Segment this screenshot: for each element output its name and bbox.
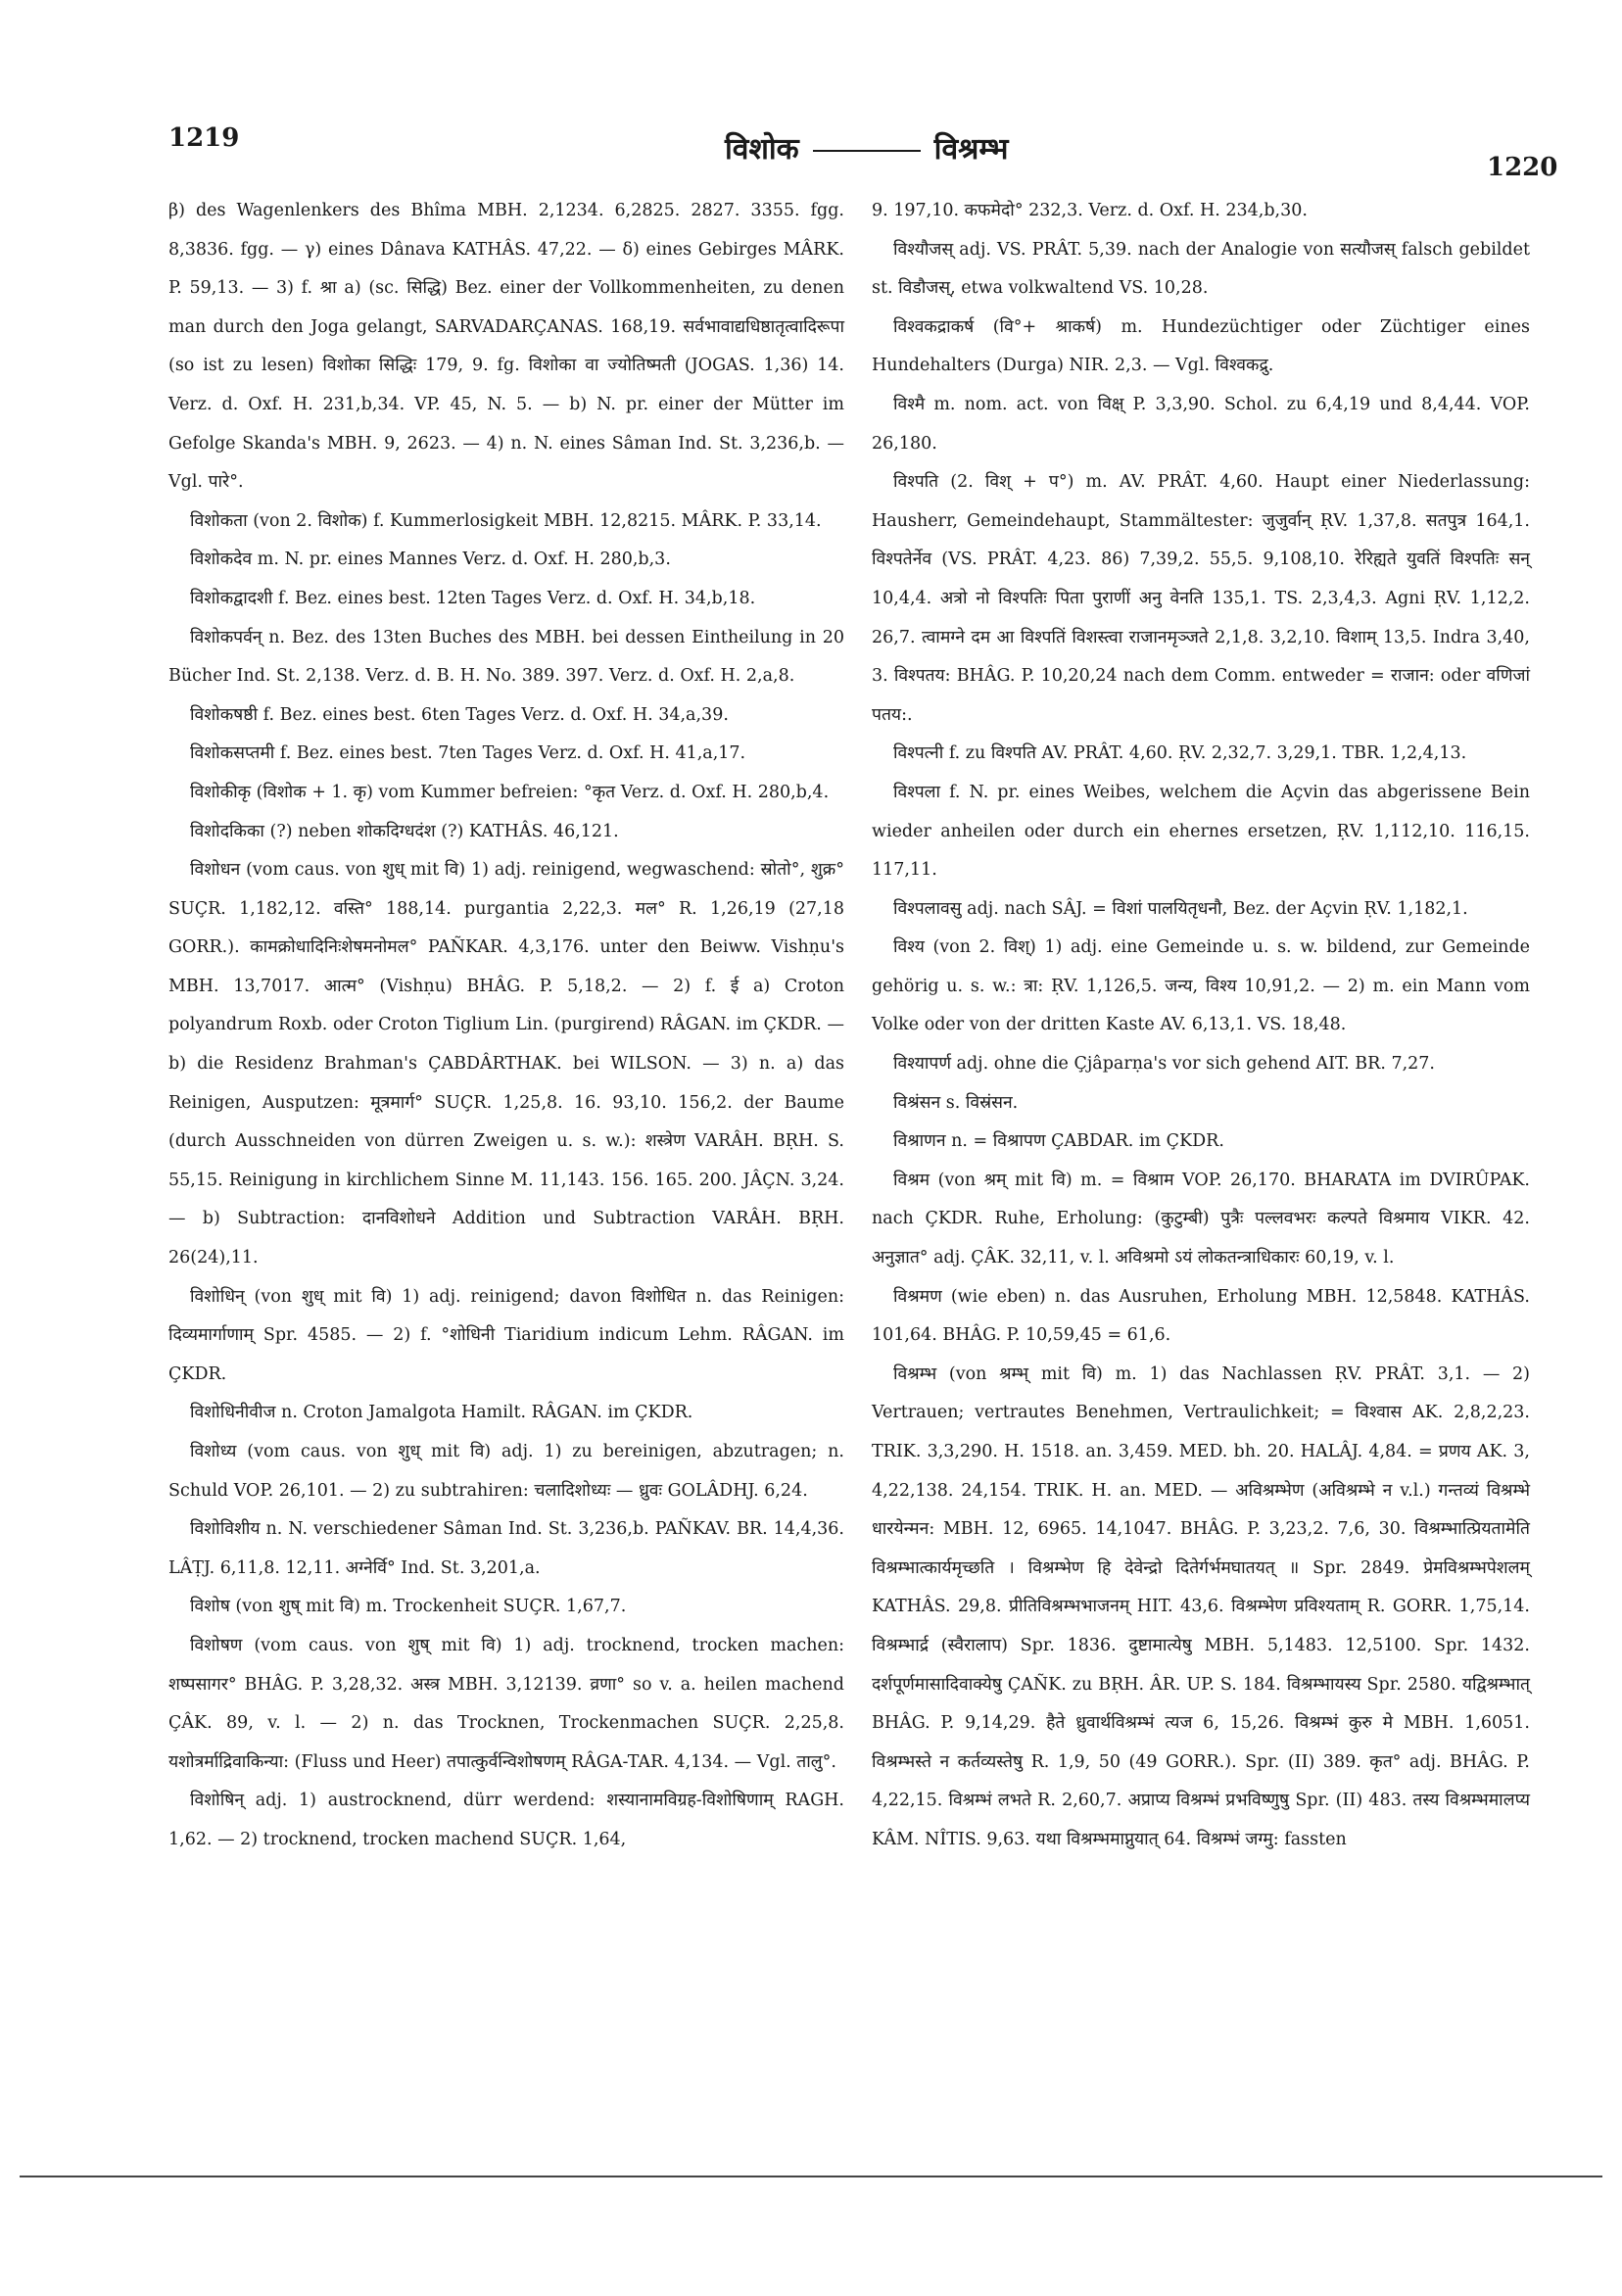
dictionary-entry: विश्पलावसु adj. nach SÂJ. = विशां पालयितृधनौ, Bez. der Açvin ṚV. 1,182,1. <box>893 898 1468 919</box>
dictionary-entry: विश्पला f. N. pr. eines Weibes, welchem die Açvin das abgerissene Bein wieder anheilen oder durch ein ehernes ersetzen, ṚV. 1,112,10. 116,15. 117,11. <box>872 782 1530 881</box>
dictionary-entry: विशोदकिका (?) neben शोकदिग्धदंश (?) KATHÂS. 46,121. <box>190 821 619 841</box>
dictionary-entry: विशोविशीय n. N. verschiedener Sâman Ind. St. 3,236,b. PAÑKAV. BR. 14,4,36. LÂṬJ. 6,11,8. 12,11. अग्नेर्वि° Ind. St. 3,201,a. <box>168 1519 844 1578</box>
dictionary-entry: विश्राणन n. = विश्रापण ÇABDAR. im ÇKDR. <box>893 1131 1224 1152</box>
dictionary-entry: विश्य (von 2. विश्) 1) adj. eine Gemeinde u. s. w. bildend, zur Gemeinde gehörig u. s. w.: त्रा: ṚV. 1,126,5. जन्य, विश्य 10,91,2. — 2) m. ein Mann vom Volke oder von der dritten Kaste AV. 6,13,1. VS. 18,48. <box>872 937 1530 1035</box>
dictionary-entry: विशोकपर्वन् n. Bez. des 13ten Buches des MBH. bei dessen Eintheilung in 20 Bücher Ind. St. 2,138. Verz. d. B. H. No. 389. 397. Verz. d. Oxf. H. 2,a,8. <box>168 627 844 687</box>
dictionary-entry: विशोधिन् (von शुध् mit वि) 1) adj. reinigend; davon विशोधित n. das Reinigen: दिव्यमार्गाणाम् Spr. 4585. — 2) f. °शोधिनी Tiaridium indicum Lehm. RÂGAN. im ÇKDR. <box>168 1286 844 1384</box>
dictionary-entry: विशोकदेव m. N. pr. eines Mannes Verz. d. Oxf. H. 280,b,3. <box>190 550 671 570</box>
running-head <box>725 127 1008 167</box>
dictionary-entry: विशोकीकृ (विशोक + 1. कृ) vom Kummer befreien: °कृत Verz. d. Oxf. H. 280,b,4. <box>190 782 830 802</box>
dictionary-entry: विश्यौजस् adj. VS. PRÂT. 5,39. nach der Analogie von सत्यौजस् falsch gebildet st. विडौजस्, etwa volkwaltend VS. 10,28. <box>872 239 1530 299</box>
dictionary-entry: विश्यापर्ण adj. ohne die Çjâparṇa's vor sich gehend AIT. BR. 7,27. <box>893 1054 1435 1075</box>
headword-start: विशोक <box>725 132 799 167</box>
dictionary-entry: विशोकद्वादशी f. Bez. eines best. 12ten Tages Verz. d. Oxf. H. 34,b,18. <box>190 588 756 608</box>
page-number-right: 1220 <box>1487 153 1558 182</box>
right-column <box>872 192 1530 1860</box>
dictionary-entry: विश्पत्नी f. zu विश्पति AV. PRÂT. 4,60. ṚV. 2,32,7. 3,29,1. TBR. 1,2,4,13. <box>893 743 1467 764</box>
dictionary-entry: विशोषण (vom caus. von शुष् mit वि) 1) adj. trocknend, trocken machen: शष्पसागर° BHÂG. P. 3,28,32. अस्त्र MBH. 3,12139. व्रणा° so v. a. heilen machend ÇÂK. 89, v. l. — 2) n. das Trocknen, Trockenmachen SUÇR. 2,25,8. यशोत्रर्माद्रिवाकिन्या: (Fluss und Heer) तपात्कुर्वन्विशोषणम् RÂGA-TAR. 4,134. — Vgl. तालु°. <box>168 1635 844 1772</box>
dictionary-entry: विशोधन (vom caus. von शुध् mit वि) 1) adj. reinigend, wegwaschend: स्रोतो°, शुक्र° SUÇR. 1,182,12. वस्ति° 188,14. purgantia 2,22,3. मल° R. 1,26,19 (27,18 GORR.). कामक्रोधादिनिःशेषमनोमल° PAÑKAR. 4,3,176. unter den Beiww. Vishṇu's MBH. 13,7017. आत्म° (Vishṇu) BHÂG. P. 5,18,2. — 2) f. ई a) Croton polyandrum Roxb. oder Croton Tiglium Lin. (purgirend) RÂGAN. im ÇKDR. — b) die Residenz Brahman's ÇABDÂRTHAK. bei WILSON. — 3) n. a) das Reinigen, Ausputzen: मूत्रमार्ग° SUÇR. 1,25,8. 16. 93,10. 156,2. der Baume (durch Ausschneiden von dürren Zweigen u. s. w.): शस्त्रेण VARÂH. BṚH. S. 55,15. Reinigung in kirchlichem Sinne M. 11,143. 156. 165. 200. JÂÇN. 3,24. — b) Subtraction: दानविशोधने Addition und Subtraction VARÂH. BṚH. 26(24),11. <box>168 860 844 1268</box>
page-number-left: 1219 <box>168 123 240 153</box>
dictionary-entry: विश्रम्भ (von श्रम्भ् mit वि) m. 1) das Nachlassen ṚV. PRÂT. 3,1. — 2) Vertrauen; vertrautes Benehmen, Vertraulichkeit; = विश्वास AK. 2,8,2,23. TRIK. 3,3,290. H. 1518. an. 3,459. MED. bh. 20. HALÂJ. 4,84. = प्रणय AK. 3, 4,22,138. 24,154. TRIK. H. an. MED. — अविश्रम्भेण (अविश्रम्भे न v.l.) गन्तव्यं विश्रम्भे धारयेन्मन: MBH. 12, 6965. 14,1047. BHÂG. P. 3,23,2. 7,6, 30. विश्रम्भात्प्रियतामेति विश्रम्भात्कार्यमृच्छति । विश्रम्भेण हि देवेन्द्रो दितेर्गर्भमघातयत् ॥ Spr. 2849. प्रेमविश्रम्भपेशलम् KATHÂS. 29,8. प्रीतिविश्रम्भभाजनम् HIT. 43,6. विश्रम्भेण प्रविश्यताम् R. GORR. 1,75,14. विश्रम्भार्द्र (स्वैरालाप) Spr. 1836. दुष्टामात्येषु MBH. 5,1483. 12,5100. Spr. 1432. दर्शपूर्णमासादिवाक्येषु ÇAÑK. zu BṚH. ÂR. UP. S. 184. विश्रम्भायस्य Spr. 2580. यद्विश्रम्भात् BHÂG. P. 9,14,29. हैते ध्रुवार्थविश्रम्भं त्यज 6, 15,26. विश्रम्भं कुरु मे MBH. 1,6051. विश्रम्भस्ते न कर्तव्यस्तेषु R. 1,9, 50 (49 GORR.). Spr. (II) 389. कृत° adj. BHÂG. P. 4,22,15. विश्रम्भं लभते R. 2,60,7. अप्राप्य विश्रम्भं प्रभविष्णुषु Spr. (II) 483. तस्य विश्रम्भमालप्य KÂM. NÎTIS. 9,63. यथा विश्रम्भमाप्नुयात् 64. विश्रम्भं जग्मु: fassten <box>872 1363 1530 1849</box>
bottom-rule <box>20 2176 1602 2177</box>
dictionary-entry: विशोधिनीवीज n. Croton Jamalgota Hamilt. RÂGAN. im ÇKDR. <box>190 1403 693 1423</box>
dictionary-entry: विशोष (von शुष् mit वि) m. Trockenheit SUÇR. 1,67,7. <box>190 1597 627 1617</box>
headword-dash <box>813 150 921 152</box>
dictionary-entry: विशोकषष्ठी f. Bez. eines best. 6ten Tages Verz. d. Oxf. H. 34,a,39. <box>190 704 729 725</box>
dictionary-entry: विशोकसप्तमी f. Bez. eines best. 7ten Tages Verz. d. Oxf. H. 41,a,17. <box>190 743 746 764</box>
dictionary-entry: विश्रंसन s. विस्रंसन. <box>893 1092 1019 1113</box>
dictionary-entry: विश्पति (2. विश् + प°) m. AV. PRÂT. 4,60. Haupt einer Niederlassung: Hausherr, Gemeindehaupt, Stammältester: जुजुर्वान् ṚV. 1,37,8. सतपुत्र 164,1. विश्पतेर्नेव (VS. PRÂT. 4,23. 86) 7,39,2. 55,5. 9,108,10. रेरिह्यते युवतिं विश्पतिः सन् 10,4,4. अत्रो नो विश्पतिः पिता पुराणीं अनु वेनति 135,1. TS. 2,3,4,3. Agni ṚV. 1,12,2. 26,7. त्वामग्ने दम आ विश्पतिं विशस्त्वा राजानमृञ्जते 2,1,8. 3,2,10. विशाम् 13,5. Indra 3,40, 3. विश्पतय: BHÂG. P. 10,20,24 nach dem Comm. entweder = राजान: oder वणिजां पतय:. <box>872 472 1530 725</box>
dictionary-entry: विशोकता (von 2. विशोक) f. Kummerlosigkeit MBH. 12,8215. MÂRK. P. 33,14. <box>190 510 822 531</box>
left-column <box>168 192 844 1860</box>
dictionary-entry: विश्रम (von श्रम् mit वि) m. = विश्राम VOP. 26,170. BHARATA im DVIRÛPAK. nach ÇKDR. Ruhe, Erholung: (कुटुम्बी) पुत्रैः पल्लवभरः कल्पते विश्रमाय VIKR. 42. अनुज्ञात° adj. ÇÂK. 32,11, v. l. अविश्रमो ऽयं लोकतन्त्राधिकारः 60,19, v. l. <box>872 1170 1530 1268</box>
dictionary-entry: विशोध्य (vom caus. von शुध् mit वि) adj. 1) zu bereinigen, abzutragen; n. Schuld VOP. 26,101. — 2) zu subtrahiren: चलादिशोध्यः — ध्रुवः GOLÂDHJ. 6,24. <box>168 1442 844 1501</box>
dictionary-entry: विशोषिन् adj. 1) austrocknend, dürr werdend: शस्यानामविग्रह-विशोषिणाम् RAGH. 1,62. — 2) trocknend, trocken machend SUÇR. 1,64, <box>168 1791 844 1849</box>
dictionary-entry: विश्वकद्राकर्ष (वि°+ श्राकर्ष) m. Hundezüchtiger oder Züchtiger eines Hundehalters (Durga) NIR. 2,3. — Vgl. विश्वकद्रु. <box>872 316 1530 376</box>
headword-end: विश्रम्भ <box>933 132 1009 167</box>
page-header <box>0 0 1622 196</box>
dictionary-entry: विश्रमण (wie eben) n. das Ausruhen, Erholung MBH. 12,5848. KATHÂS. 101,64. BHÂG. P. 10,59,45 = 61,6. <box>872 1286 1530 1346</box>
entry-continuation: 9. 197,10. कफमेदो° 232,3. Verz. d. Oxf. H. 234,b,30. <box>872 201 1308 220</box>
dictionary-entry: विश्मै m. nom. act. von विक्ष् P. 3,3,90. Schol. zu 6,4,19 und 8,4,44. VOP. 26,180. <box>872 394 1530 454</box>
entry-continuation: β) des Wagenlenkers des Bhîma MBH. 2,1234. 6,2825. 2827. 3355. fgg. 8,3836. fgg. — γ) eines Dânava KATHÂS. 47,22. — δ) eines Gebirges MÂRK. P. 59,13. — 3) f. श्रा a) (sc. सिद्धि) Bez. einer der Vollkommenheiten, zu denen man durch den Joga gelangt, SARVADARÇANAS. 168,19. सर्वभावाद्यधिष्ठातृत्वादिरूपा (so ist zu lesen) विशोका सिद्धिः 179, 9. fg. विशोका वा ज्योतिष्मती (JOGAS. 1,36) 14. Verz. d. Oxf. H. 231,b,34. VP. 45, N. 5. — b) N. pr. einer der Mütter im Gefolge Skanda's MBH. 9, 2623. — 4) n. N. eines Sâman Ind. St. 3,236,b. — Vgl. पारे°. <box>168 201 844 493</box>
